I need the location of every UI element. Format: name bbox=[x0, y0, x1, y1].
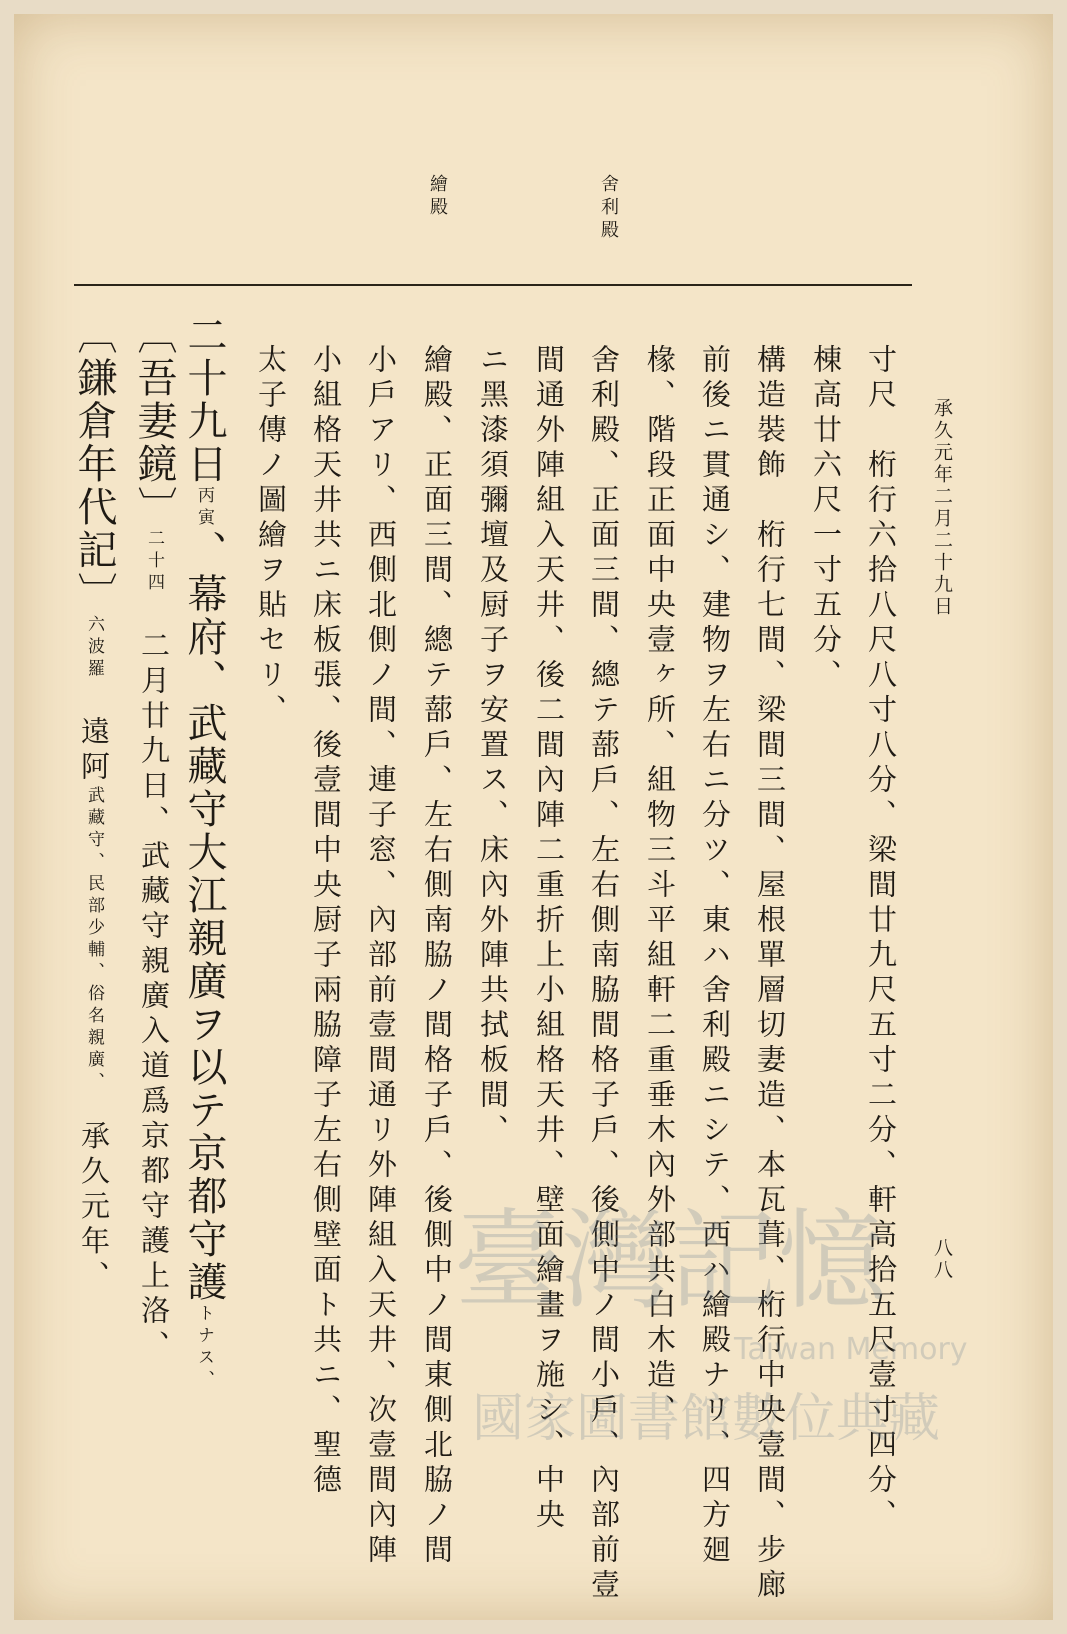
header-rule bbox=[74, 284, 912, 286]
document-page bbox=[14, 14, 1053, 1620]
header-date: 承久元年二月二十九日 bbox=[931, 398, 953, 618]
watermark-english: Taiwan Memory bbox=[734, 1332, 968, 1367]
text-column: 小組格天井共ニ床板張、後壹間中央厨子兩脇障子左右側壁面ト共ニ、聖德 bbox=[309, 344, 343, 1499]
text-column: 前後ニ貫通シ、建物ヲ左右ニ分ツ、東ハ舍利殿ニシテ、西ハ繪殿ナリ、四方廻 bbox=[698, 344, 732, 1569]
watermark-caption: 國家圖書館數位典藏 bbox=[472, 1389, 941, 1449]
source-text: 承久元年、 bbox=[77, 1120, 111, 1296]
page-number: 八八 bbox=[931, 1238, 953, 1282]
text-column: 寸尺 桁行六拾八尺八寸八分、梁間廿九尺五寸二分、軒高拾五尺壹寸四分、 bbox=[864, 344, 898, 1534]
entry-column bbox=[181, 314, 227, 1392]
entry-day: 二十九日 bbox=[181, 314, 227, 486]
source-title: 吾妻鏡 bbox=[131, 357, 177, 486]
entry-text: 、幕府、武藏守大江親廣ヲ以テ京都守護 bbox=[181, 530, 227, 1304]
watermark-logo: 臺灣記憶 bbox=[454, 1199, 887, 1324]
side-label-sharimen: 舍利殿 bbox=[598, 174, 619, 243]
entry-ganzhi: 丙寅 bbox=[194, 486, 214, 530]
text-column: 舍利殿、正面三間、總テ蔀戶、左右側南脇間格子戶、後側中ノ間小戶、內部前壹 bbox=[587, 344, 621, 1604]
source-note: 六波羅 bbox=[84, 615, 104, 681]
text-column: 小戶アリ、西側北側ノ間、連子窓、內部前壹間通リ外陣組入天井、次壹間內陣 bbox=[364, 344, 398, 1569]
source-azuma-kagami: 〔吾妻鏡〕二十四 二月廿九日、武藏守親廣入道爲京都守護上洛、 bbox=[131, 314, 177, 1365]
text-column: 構造裝飾 桁行七間、梁間三間、屋根單層切妻造、本瓦葺、桁行中央壹間、步廊 bbox=[753, 344, 787, 1604]
side-label-eden: 繪殿 bbox=[427, 174, 448, 220]
source-kamakura-nendaiki: 〔鎌倉年代記〕六波羅 遠阿武藏守、民部少輔、俗名親廣、 承久元年、 bbox=[71, 314, 117, 1296]
text-column: 間通外陣組入天井、後二間內陣二重折上小組格天井、壁面繪畫ヲ施シ、中央 bbox=[532, 344, 566, 1534]
text-column: 棟高廿六尺一寸五分、 bbox=[809, 344, 843, 694]
text-column: ニ黑漆須彌壇及厨子ヲ安置ス、床內外陣共拭板間、 bbox=[476, 344, 510, 1149]
source-title: 鎌倉年代記 bbox=[71, 357, 117, 572]
entry-text-small: トナス、 bbox=[194, 1304, 214, 1392]
text-column: 太子傳ノ圖繪ヲ貼セリ、 bbox=[254, 344, 288, 729]
source-volume: 二十四 bbox=[144, 529, 164, 595]
source-note: 武藏守、民部少輔、俗名親廣、 bbox=[84, 786, 104, 1086]
text-column: 繪殿、正面三間、總テ蔀戶、左右側南脇ノ間格子戶、後側中ノ間東側北脇ノ間 bbox=[420, 344, 454, 1569]
source-text: 二月廿九日、武藏守親廣入道爲京都守護上洛、 bbox=[137, 630, 171, 1365]
source-note: 遠阿 bbox=[77, 716, 111, 786]
text-column: 椽、階段正面中央壹ヶ所、組物三斗平組軒二重垂木內外部共白木造、 bbox=[643, 344, 677, 1429]
